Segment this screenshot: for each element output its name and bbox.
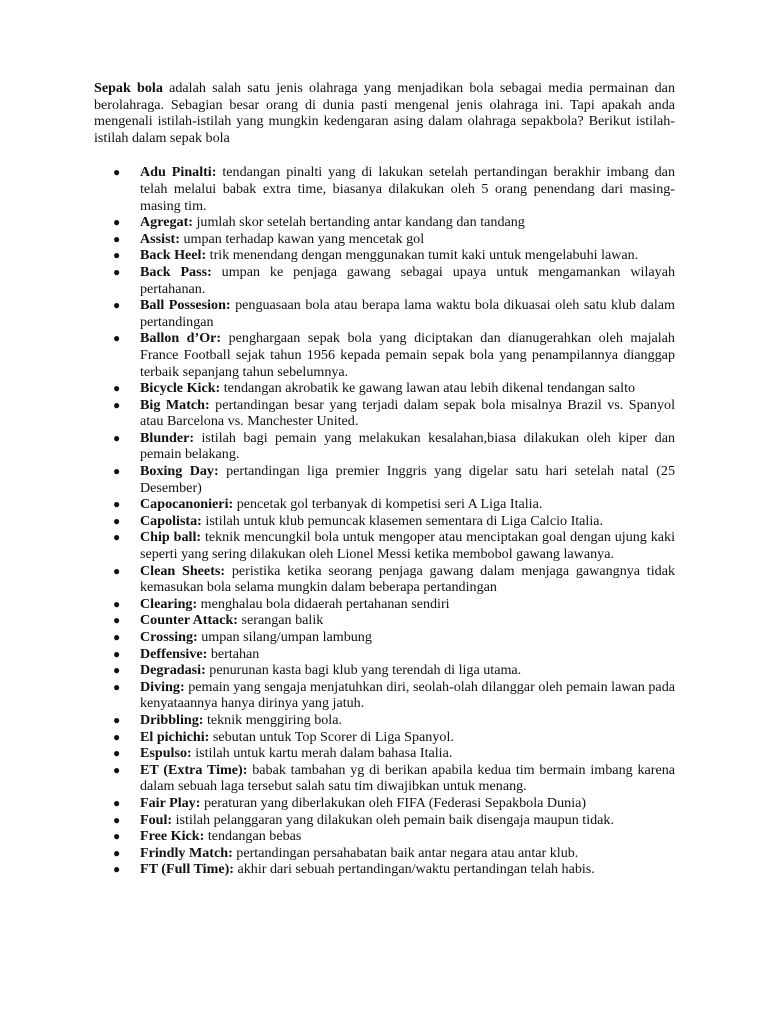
term-name: Back Heel: [140,247,207,264]
term-definition: pertandingan besar yang terjadi dalam sepak bola misalnya Brazil vs. Spanyol atau Barcelona vs. Manchester United. [140,396,675,430]
term-definition: penguasaan bola atau berapa lama waktu bola dikuasai oleh satu klub dalam pertandingan [140,297,675,330]
term-item [94,812,675,829]
bullet-icon: ● [113,430,121,445]
term-name: Boxing Day: [140,463,219,480]
bullet-icon: ● [113,630,121,644]
term-item [94,529,675,562]
term-definition: tendangan akrobatik ke gawang lawan atau lebih dikenal tendangan salto [220,380,636,397]
term-definition: penurunan kasta bagi klub yang terendah di liga utama. [205,662,522,679]
bullet-icon: ● [113,729,121,744]
term-definition: menghalau bola didaerah pertahanan sendiri [197,595,450,612]
term-definition: istilah bagi pemain yang melakukan kesalahan,biasa dilakukan oleh kiper dan pemain belakang. [140,429,675,463]
term-name: Clean Sheets: [140,562,226,579]
term-definition: teknik menggiring bola. [203,711,343,728]
term-name: ET (Extra Time): [140,761,248,778]
bullet-icon: ● [113,264,121,279]
term-name: Back Pass: [140,263,212,280]
term-definition: umpan terhadap kawan yang mencetak gol [179,230,425,247]
term-item [94,463,675,496]
bullet-icon: ● [113,746,121,761]
term-item [94,612,675,629]
term-definition: peristika ketika seorang penjaga gawang dalam menjaga gawangnya tidak kemasukan bola selama mungkin dalam beberapa pertandingan [140,562,675,596]
bullet-icon: ● [113,397,121,412]
term-name: Ball Possesion: [140,297,231,314]
bullet-icon: ● [113,762,121,777]
term-name: Bicycle Kick: [140,380,221,397]
bullet-icon: ● [113,298,121,313]
term-definition: bertahan [207,645,260,662]
term-definition: pencetak gol terbanyak di kompetisi seri A Liga Italia. [233,496,543,513]
term-item [94,795,675,812]
term-item [94,646,675,663]
term-item [94,513,675,530]
term-item [94,596,675,613]
bullet-icon: ● [113,248,121,263]
term-item [94,845,675,862]
term-name: Adu Pinalti: [140,164,217,181]
bullet-icon: ● [113,497,121,512]
term-definition: istilah untuk kartu merah dalam bahasa Italia. [191,745,453,762]
term-item [94,828,675,845]
bullet-icon: ● [113,862,121,877]
term-definition: tendangan pinalti yang di lakukan setelah pertandingan berakhir imbang dan telah melalui babak extra time, biasanya dilakukan oleh 5 orang penendang dari masing-masing tim. [140,164,675,214]
term-name: Capocanonieri: [140,496,234,513]
term-name: Free Kick: [140,828,205,845]
term-item [94,662,675,679]
term-list [94,164,675,878]
intro-paragraph [94,80,675,146]
term-item [94,264,675,297]
term-name: Crossing: [140,629,198,645]
term-definition: umpan silang/umpan lambung [197,629,372,645]
bullet-icon: ● [113,513,121,528]
term-item [94,330,675,380]
term-item [94,496,675,513]
term-definition: serangan balik [238,612,324,629]
term-definition: pemain yang sengaja menjatuhkan diri, seolah-olah dilanggar oleh pemain lawan pada kenyataannya hanya dirinya yang jatuh. [140,678,675,712]
term-item [94,297,675,330]
term-definition: teknik mencungkil bola untuk mengoper atau menciptakan goal dengan ujung kaki seperti yang sering dilakukan oleh Lionel Messi ketika membobol gawang lawanya. [140,529,675,563]
term-definition: tendangan bebas [204,828,302,845]
term-item [94,629,675,646]
term-name: Ballon d’Or: [140,330,222,347]
bullet-icon: ● [113,215,121,230]
term-definition: trik menendang dengan menggunakan tumit kaki untuk mengelabuhi lawan. [206,247,639,264]
term-definition: pertandingan liga premier Inggris yang digelar satu hari setelah natal (25 Desember) [140,463,675,496]
bullet-icon: ● [113,530,121,545]
term-definition: babak tambahan yg di berikan apabila kedua tim bermain imbang karena dalam sebuah laga tersebut salah satu tim diwajibkan untuk menang. [140,761,676,795]
bullet-icon: ● [113,663,121,678]
term-item [94,397,675,430]
term-name: Assist: [140,230,180,247]
term-name: Dribbling: [140,711,204,728]
bullet-icon: ● [113,381,121,396]
term-item [94,745,675,762]
term-name: Deffensive: [140,645,208,662]
term-name: Fair Play: [140,794,201,811]
term-definition: penghargaan sepak bola yang diciptakan dan dianugerahkan oleh majalah France Football sejak tahun 1956 kepada pemain sepak bola yang penampilannya dianggap terbaik sepanjang tahun sebelumnya. [140,330,675,380]
term-definition: sebutan untuk Top Scorer di Liga Spanyol. [209,728,454,745]
term-name: Diving: [140,678,185,695]
term-item [94,231,675,248]
intro-text: adalah salah satu jenis olahraga yang menjadikan bola sebagai media permainan dan berolahraga. Sebagian besar orang di dunia pasti mengenal jenis olahraga ini. Tapi apakah anda mengenali istilah-istilah yang mungkin kedengaran asing dalam olahraga sepakbola? Berikut istilah-istilah dalam sepak bola [94,80,675,146]
term-name: Counter Attack: [140,612,238,629]
bullet-icon: ● [113,231,121,246]
term-name: Frindly Match: [140,844,233,861]
bullet-icon: ● [113,331,121,346]
bullet-icon: ● [113,829,121,844]
term-name: Capolista: [140,512,202,529]
term-item [94,164,675,214]
term-item [94,380,675,397]
term-item [94,247,675,264]
term-name: Clearing: [140,595,198,612]
term-name: Foul: [140,811,173,828]
term-definition: akhir dari sebuah pertandingan/waktu pertandingan telah habis. [233,861,595,878]
bullet-icon: ● [113,845,121,860]
term-item [94,712,675,729]
bullet-icon: ● [113,646,121,661]
term-item [94,861,675,878]
bullet-icon: ● [113,679,121,694]
bullet-icon: ● [113,812,121,827]
term-item [94,430,675,463]
term-name: Agregat: [140,214,193,231]
term-item [94,729,675,746]
document-page [94,80,675,878]
term-name: Big Match: [140,396,210,413]
term-name: Chip ball: [140,529,202,546]
bullet-icon: ● [113,795,121,810]
bullet-icon: ● [113,464,121,479]
term-definition: umpan ke penjaga gawang sebagai upaya untuk mengamankan wilayah pertahanan. [140,263,675,297]
term-definition: jumlah skor setelah bertanding antar kandang dan tandang [192,214,525,231]
bullet-icon: ● [113,613,121,628]
intro-bold-lead: Sepak bola [94,80,163,96]
term-name: Blunder: [140,429,195,446]
bullet-icon: ● [113,563,121,578]
term-name: El pichichi: [140,728,210,745]
term-name: Degradasi: [140,662,206,679]
term-item [94,563,675,596]
term-item [94,214,675,231]
term-definition: peraturan yang diberlakukan oleh FIFA (Federasi Sepakbola Dunia) [200,794,587,811]
term-definition: pertandingan persahabatan baik antar negara atau antar klub. [232,844,579,861]
bullet-icon: ● [113,165,121,180]
bullet-icon: ● [113,596,121,611]
bullet-icon: ● [113,712,121,727]
term-definition: istilah untuk klub pemuncak klasemen sementara di Liga Calcio Italia. [201,512,604,529]
term-name: Espulso: [140,745,192,762]
term-name: FT (Full Time): [140,861,234,878]
term-item [94,679,675,712]
term-item [94,762,675,795]
term-definition: istilah pelanggaran yang dilakukan oleh pemain baik disengaja maupun tidak. [172,811,614,828]
